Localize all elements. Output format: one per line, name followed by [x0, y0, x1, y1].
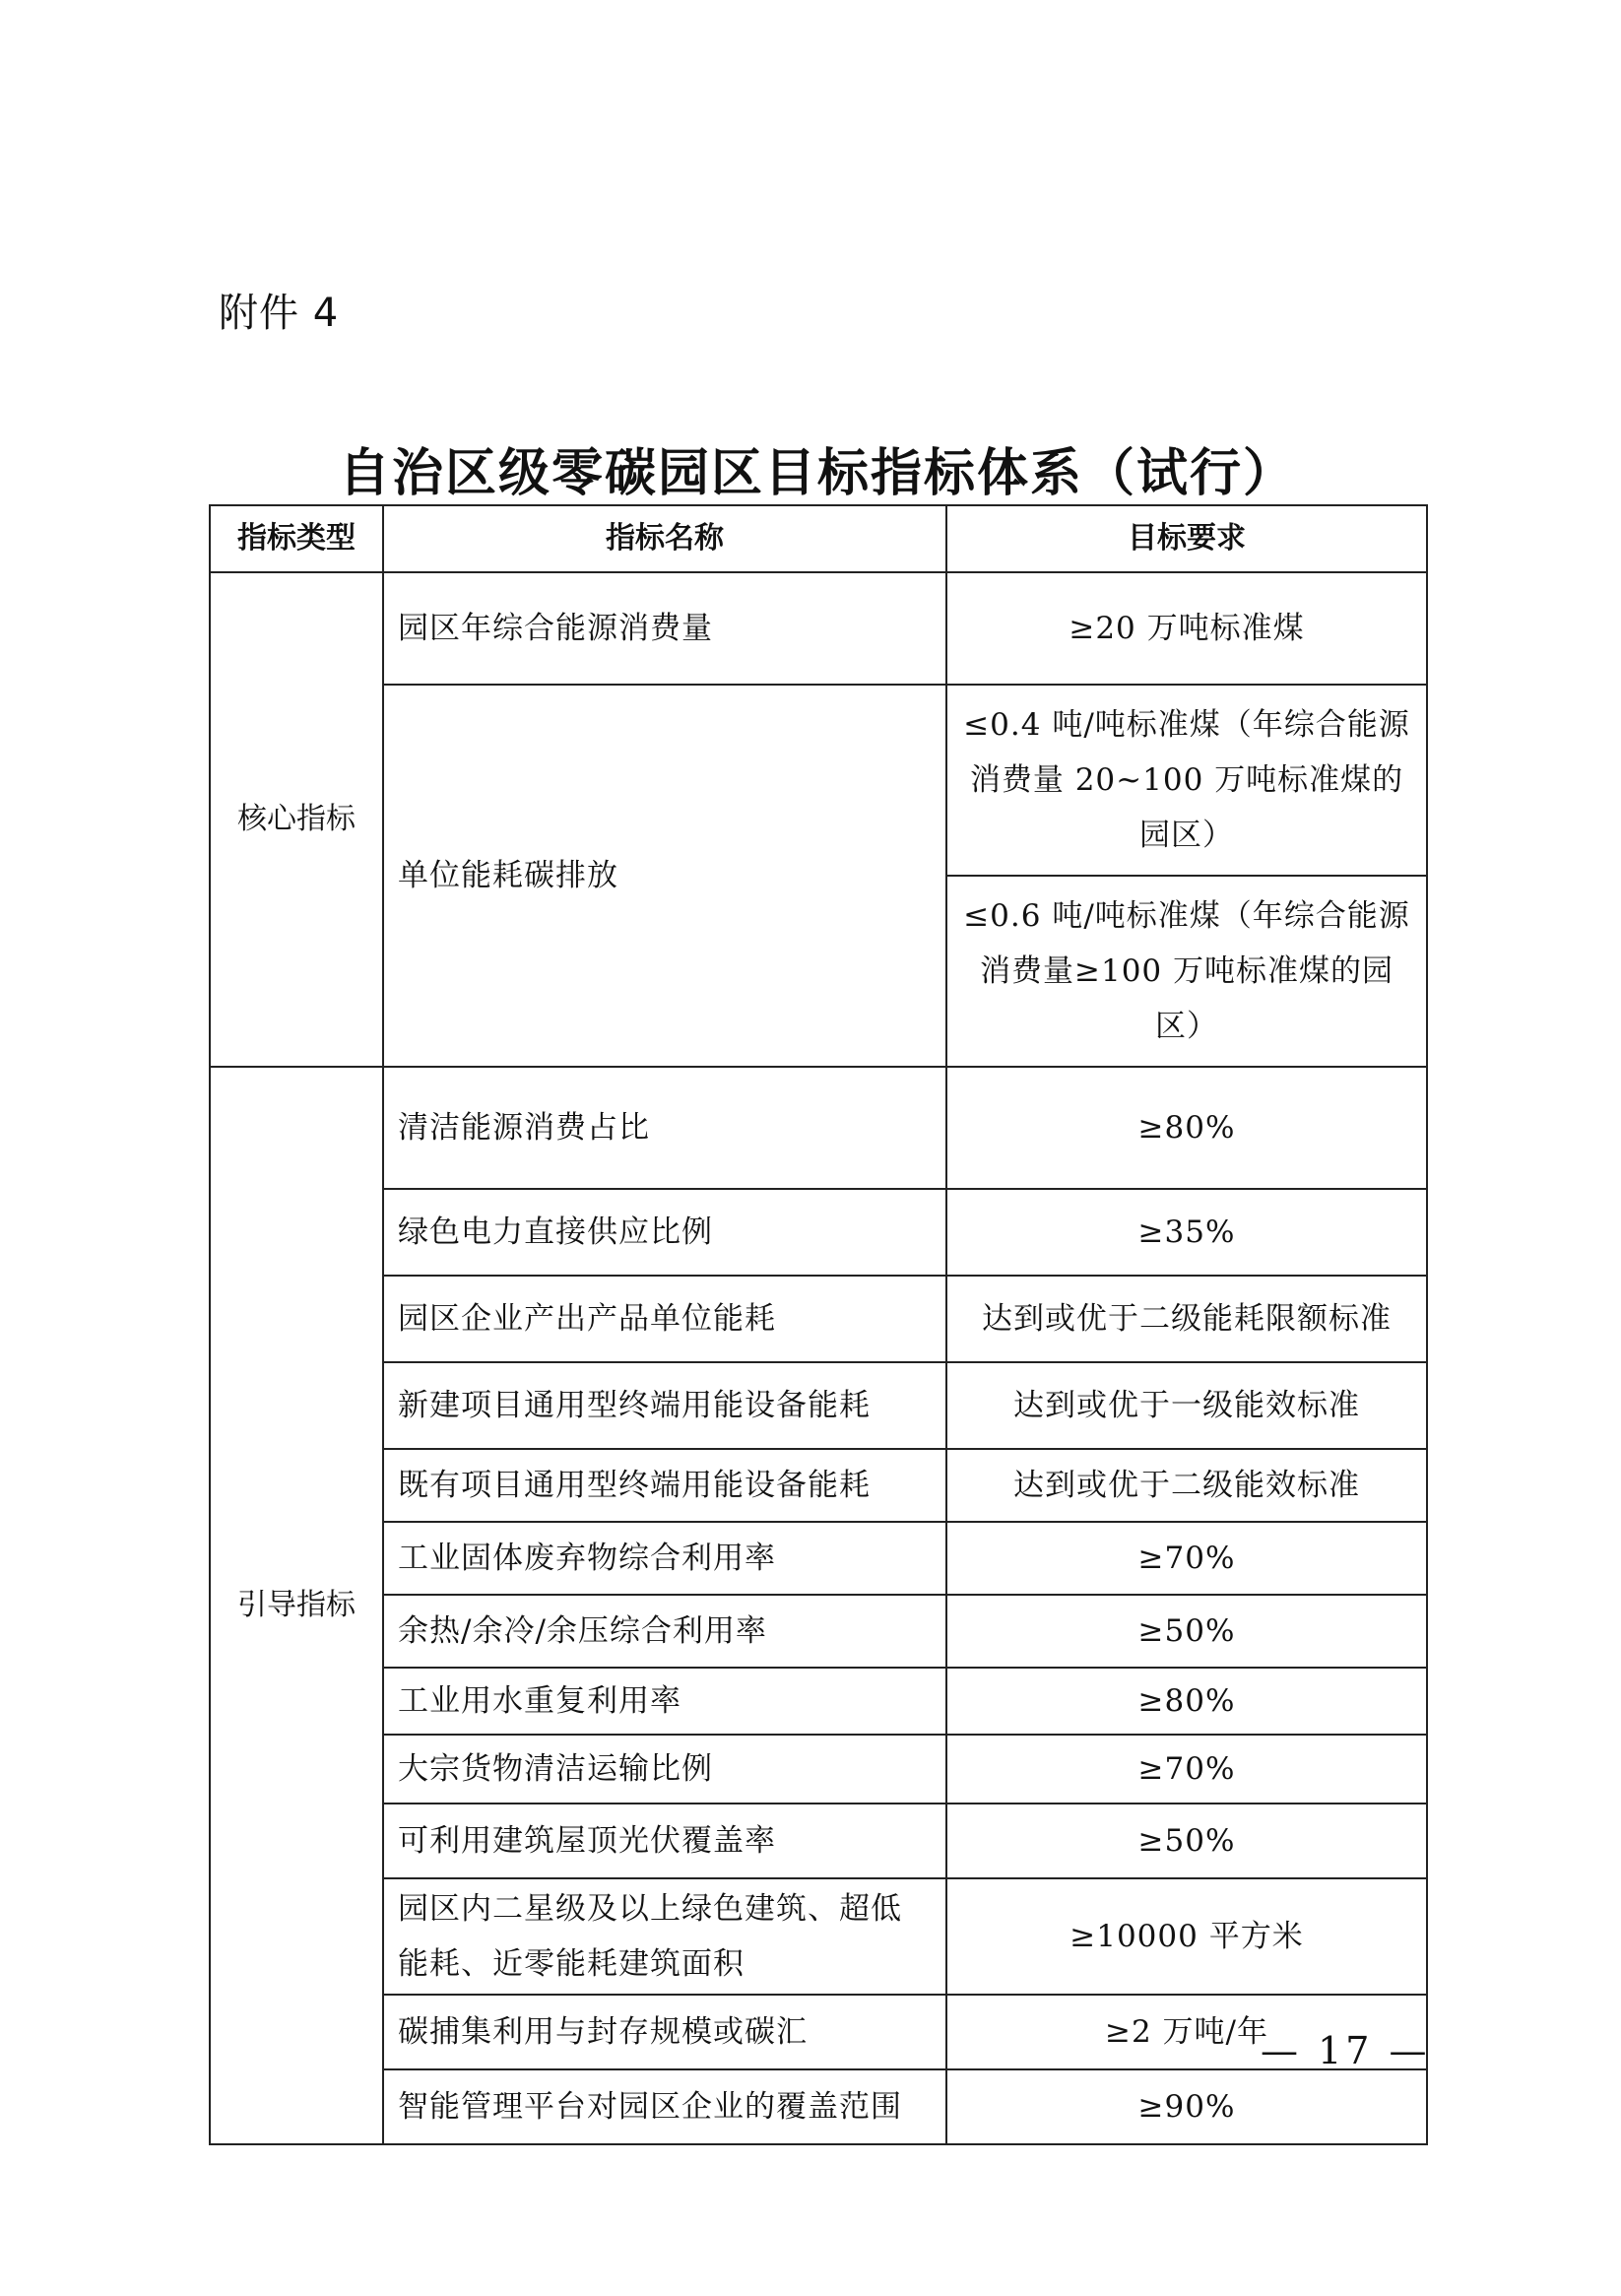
page-number: — 17 — — [1261, 2029, 1431, 2072]
indicator-requirement: ≥90% — [946, 2069, 1427, 2144]
table-row — [210, 685, 1427, 876]
indicator-table — [209, 504, 1428, 2145]
indicator-requirement: ≥80% — [946, 1668, 1427, 1735]
indicator-name: 既有项目通用型终端用能设备能耗 — [383, 1449, 946, 1522]
table-row — [210, 1362, 1427, 1449]
indicator-requirement: ≥2 万吨/年 — [946, 1995, 1427, 2069]
indicator-requirement: ≥70% — [946, 1522, 1427, 1595]
indicator-name: 工业固体废弃物综合利用率 — [383, 1522, 946, 1595]
table-row — [210, 1668, 1427, 1735]
table-row — [210, 1449, 1427, 1522]
table-row — [210, 1189, 1427, 1276]
header-indicator-name: 指标名称 — [383, 505, 946, 572]
indicator-requirement: 达到或优于二级能效标准 — [946, 1449, 1427, 1522]
indicator-name: 园区企业产出产品单位能耗 — [383, 1276, 946, 1362]
document-title: 自治区级零碳园区目标指标体系（试行） — [338, 443, 1296, 503]
indicator-name: 绿色电力直接供应比例 — [383, 1189, 946, 1276]
indicator-name: 单位能耗碳排放 — [383, 685, 946, 1067]
indicator-requirement: ≥50% — [946, 1804, 1427, 1878]
indicator-name: 工业用水重复利用率 — [383, 1668, 946, 1735]
table-row — [210, 1995, 1427, 2069]
table-row — [210, 1878, 1427, 1995]
indicator-name: 清洁能源消费占比 — [383, 1067, 946, 1189]
table-row — [210, 1804, 1427, 1878]
table-row — [210, 2069, 1427, 2144]
header-target-requirement: 目标要求 — [946, 505, 1427, 572]
indicator-requirement: ≥20 万吨标准煤 — [946, 572, 1427, 685]
table-row — [210, 572, 1427, 685]
indicator-name: 碳捕集利用与封存规模或碳汇 — [383, 1995, 946, 2069]
header-indicator-type: 指标类型 — [210, 505, 383, 572]
indicator-requirement: 达到或优于二级能耗限额标准 — [946, 1276, 1427, 1362]
indicator-requirement: ≥10000 平方米 — [946, 1878, 1427, 1995]
table-row — [210, 1735, 1427, 1804]
indicator-requirement: ≤0.6 吨/吨标准煤（年综合能源消费量≥100 万吨标准煤的园区） — [946, 876, 1427, 1067]
indicator-requirement: ≥70% — [946, 1735, 1427, 1804]
indicator-requirement: ≥35% — [946, 1189, 1427, 1276]
indicator-name: 智能管理平台对园区企业的覆盖范围 — [383, 2069, 946, 2144]
category-guide: 引导指标 — [210, 1067, 383, 2144]
indicator-name: 园区内二星级及以上绿色建筑、超低能耗、近零能耗建筑面积 — [383, 1878, 946, 1995]
table-row — [210, 1522, 1427, 1595]
category-core: 核心指标 — [210, 572, 383, 1067]
table-header-row — [210, 505, 1427, 572]
indicator-requirement: ≥80% — [946, 1067, 1427, 1189]
table-row — [210, 1276, 1427, 1362]
indicator-requirement: ≥50% — [946, 1595, 1427, 1668]
table-row — [210, 1067, 1427, 1189]
indicator-name: 园区年综合能源消费量 — [383, 572, 946, 685]
attachment-label: 附件 4 — [219, 291, 340, 336]
indicator-requirement: ≤0.4 吨/吨标准煤（年综合能源消费量 20~100 万吨标准煤的园区） — [946, 685, 1427, 876]
table-row — [210, 1595, 1427, 1668]
indicator-requirement: 达到或优于一级能效标准 — [946, 1362, 1427, 1449]
indicator-name: 可利用建筑屋顶光伏覆盖率 — [383, 1804, 946, 1878]
indicator-name: 大宗货物清洁运输比例 — [383, 1735, 946, 1804]
indicator-name: 余热/余冷/余压综合利用率 — [383, 1595, 946, 1668]
indicator-name: 新建项目通用型终端用能设备能耗 — [383, 1362, 946, 1449]
